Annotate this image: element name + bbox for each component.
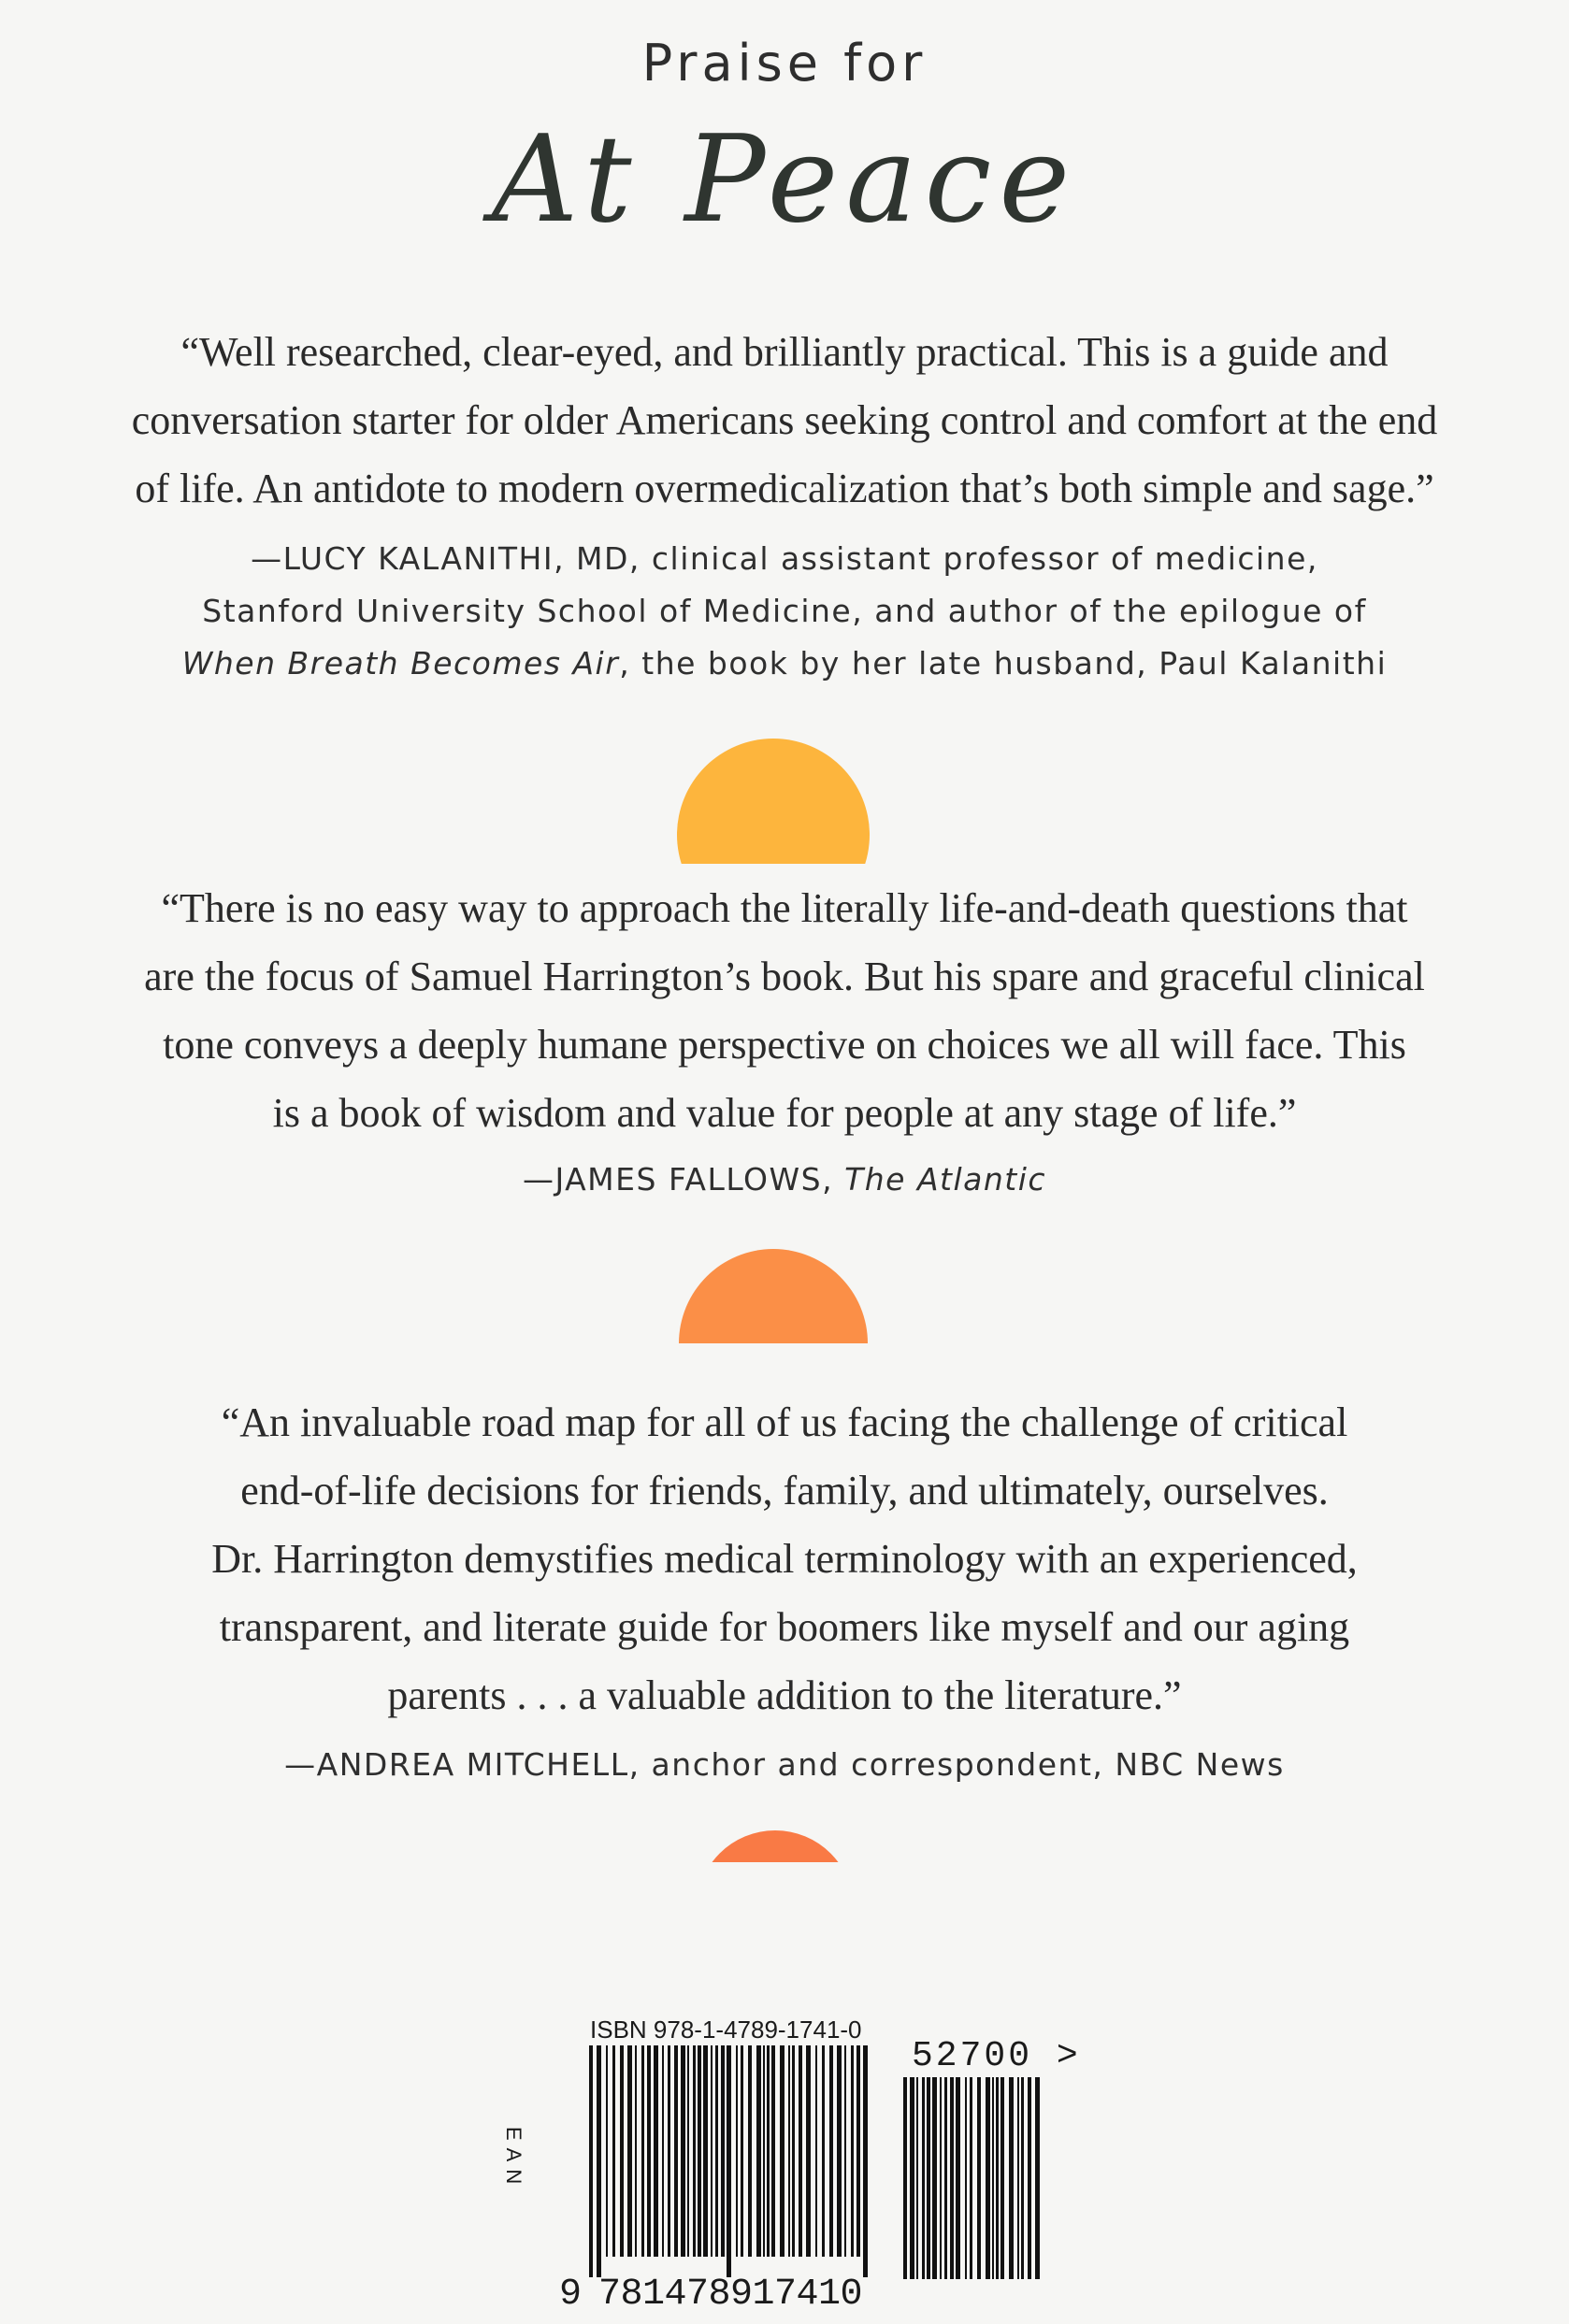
barcode-bar (771, 2045, 775, 2257)
barcode-bar (1017, 2077, 1019, 2279)
barcode-bar (932, 2077, 937, 2279)
quote-3-line-5: parents . . . a valuable addition to the literature.” (387, 1672, 1182, 1718)
barcode-bar (996, 2077, 999, 2279)
barcode-bar (687, 2045, 689, 2257)
barcode-bar (627, 2045, 632, 2257)
barcode-bar (662, 2045, 664, 2257)
quote-3 (0, 1388, 1569, 1729)
quote-1-line-1: “Well researched, clear-eyed, and brilliantly practical. This is a guide and (180, 329, 1389, 375)
praise-heading: Praise for (641, 34, 928, 93)
barcode-bar (715, 2045, 718, 2257)
barcode-bar (863, 2045, 868, 2277)
quote-3-line-2: end-of-life decisions for friends, family, and ultimately, ourselves. (240, 1468, 1329, 1513)
quote-3-line-3: Dr. Harrington demystifies medical terminology with an experienced, (211, 1536, 1358, 1582)
barcode-bar (736, 2045, 738, 2257)
barcode-bar (612, 2045, 615, 2257)
quote-1-attribution-line-3 (0, 638, 1569, 690)
quote-3-line-4: transparent, and literate guide for boomers like myself and our aging (219, 1604, 1350, 1650)
barcode-bar (589, 2045, 593, 2277)
barcode-bar (741, 2045, 743, 2257)
sun-divider-2-icon (679, 1249, 868, 1343)
quote-2-attribution (0, 1154, 1569, 1206)
publication-name: The Atlantic (844, 1161, 1047, 1198)
barcode-bar (756, 2045, 761, 2257)
quote-2-line-2: are the focus of Samuel Harrington’s book. But his spare and graceful clinical (144, 954, 1425, 999)
barcode-bar (654, 2045, 658, 2257)
quote-1 (0, 318, 1569, 523)
barcode-digits: 781478917410 (598, 2274, 863, 2316)
barcode-bar (977, 2077, 981, 2279)
price-addon-barcode (903, 2077, 1044, 2300)
barcode-bar (1035, 2077, 1040, 2279)
barcode-bar (641, 2045, 644, 2257)
barcode-bar (944, 2077, 947, 2279)
barcode-bar (903, 2077, 907, 2279)
quote-1-attribution-line-2: Stanford University School of Medicine, and author of the epilogue of (202, 593, 1367, 629)
book-title: At Peace (491, 110, 1078, 250)
barcode-bar (806, 2045, 811, 2257)
barcode-bar (922, 2077, 925, 2279)
barcode-bar (956, 2077, 960, 2279)
barcode-bar (788, 2045, 790, 2257)
quote-3-attribution: —ANDREA MITCHELL, anchor and correspondent, NBC News (284, 1746, 1285, 1783)
barcode-bar (799, 2045, 802, 2257)
barcode-bar (965, 2077, 967, 2279)
barcode-bar (844, 2045, 846, 2257)
barcode-bar (837, 2045, 842, 2257)
barcode-bar (606, 2045, 608, 2257)
quote-1-attribution-tail: , the book by her late husband, Paul Kalanithi (619, 645, 1388, 681)
quote-3-line-1: “An invaluable road map for all of us facing the challenge of critical (221, 1399, 1348, 1445)
barcode-bar (698, 2045, 701, 2257)
barcode-bar (1000, 2077, 1004, 2279)
barcode-bar (597, 2045, 601, 2277)
quote-2-line-4: is a book of wisdom and value for people at any stage of life.” (272, 1090, 1297, 1136)
quote-2-attribution-prefix: —JAMES FALLOWS, (522, 1161, 845, 1198)
barcode-bar (815, 2045, 817, 2257)
sun-divider-3-icon (706, 1830, 844, 1862)
barcode-bar (950, 2077, 954, 2279)
barcode-bar (693, 2045, 696, 2257)
isbn-number: ISBN 978-1-4789-1741-0 (590, 2016, 862, 2044)
barcode-bar (1028, 2077, 1031, 2279)
book-reference-title: When Breath Becomes Air (181, 645, 620, 681)
barcode-bar (727, 2045, 731, 2277)
barcode-bar (992, 2077, 994, 2279)
barcode-bar (635, 2045, 637, 2257)
ean-label: EAN (502, 2127, 525, 2192)
barcode-bar (851, 2045, 854, 2257)
barcode-bar (681, 2045, 685, 2257)
quote-2-line-3: tone conveys a deeply humane perspective on choices we all will face. This (163, 1022, 1406, 1068)
barcode-bar (792, 2045, 795, 2257)
barcode-bar (763, 2045, 765, 2257)
quote-2-line-1: “There is no easy way to approach the literally life-and-death questions that (161, 885, 1408, 931)
barcode-bar (1021, 2077, 1024, 2279)
barcode-bar (856, 2045, 860, 2257)
barcode-bar (1009, 2077, 1014, 2279)
barcode-bar (721, 2045, 725, 2257)
barcode-bar (970, 2077, 972, 2279)
barcode-bar (780, 2045, 784, 2257)
barcode-bar (822, 2045, 825, 2257)
barcode-bar (767, 2045, 770, 2257)
barcode-bar (748, 2045, 752, 2257)
quote-1-line-2: conversation starter for older Americans seeking control and comfort at the end (131, 397, 1438, 443)
barcode-lead-digit: 9 (559, 2274, 583, 2316)
quote-1-attribution-line-1: —LUCY KALANITHI, MD, clinical assistant professor of medicine, (251, 540, 1318, 577)
barcode-bar (829, 2045, 833, 2257)
barcode-bar (927, 2077, 930, 2279)
barcode-bar (940, 2077, 942, 2279)
price-code: 52700 > (912, 2036, 1081, 2076)
barcode-bar (620, 2045, 624, 2257)
quote-1-line-3: of life. An antidote to modern overmedicalization that’s both simple and sage.” (135, 466, 1434, 511)
barcode-bar (711, 2045, 713, 2257)
barcode-bar (910, 2077, 914, 2279)
quote-2 (0, 874, 1569, 1147)
barcode-bar (986, 2077, 990, 2279)
barcode-bar (674, 2045, 678, 2257)
quote-1-attribution (0, 533, 1569, 690)
ean-barcode (589, 2045, 870, 2277)
barcode-bar (703, 2045, 708, 2257)
barcode-bar (668, 2045, 670, 2257)
barcode-bar (916, 2077, 918, 2279)
sun-divider-1-icon (677, 739, 870, 864)
barcode-bar (647, 2045, 651, 2257)
